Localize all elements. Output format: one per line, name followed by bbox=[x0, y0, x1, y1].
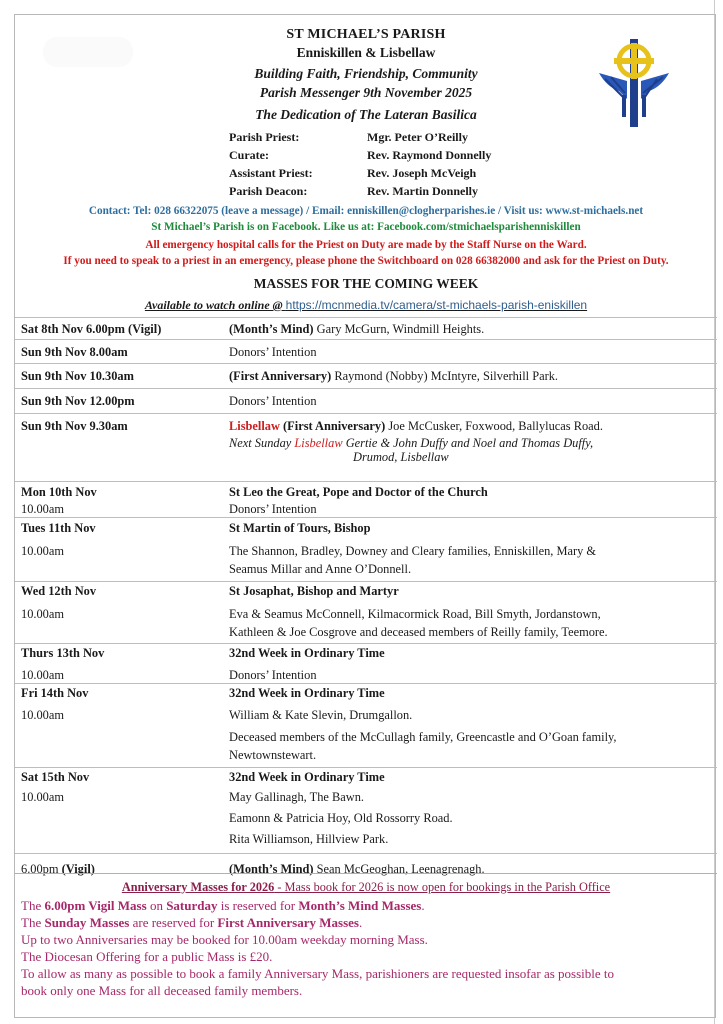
anniversary-masses-section bbox=[15, 873, 717, 1020]
mass-day: Mon 10th Nov bbox=[21, 485, 97, 499]
anniversary-note: book only one Mass for all deceased family members. bbox=[21, 983, 303, 998]
clergy-role: Curate: bbox=[229, 148, 269, 162]
hospital-notice: All emergency hospital calls for the Priest on Duty are made by the Staff Nurse on the Ward. bbox=[145, 239, 587, 251]
mass-time: Sun 9th Nov 9.30am bbox=[21, 419, 128, 433]
feast-day: 32nd Week in Ordinary Time bbox=[229, 686, 385, 700]
feast-day: 32nd Week in Ordinary Time bbox=[229, 770, 385, 784]
mass-time: Sun 9th Nov 12.00pm bbox=[21, 394, 135, 408]
mass-time: 10.00am bbox=[21, 668, 65, 682]
clergy-row bbox=[229, 164, 491, 182]
clergy-list bbox=[229, 128, 491, 200]
feast-day: St Leo the Great, Pope and Doctor of the Church bbox=[229, 485, 488, 499]
anniversary-note: To allow as many as possible to book a family Anniversary Mass, parishioners are requested insofar as possible to bbox=[21, 966, 614, 981]
mass-entry bbox=[15, 581, 717, 644]
clergy-row bbox=[229, 128, 491, 146]
mass-day: Fri 14th Nov bbox=[21, 686, 89, 700]
mass-intention: (Month’s Mind) Sean McGeoghan, Leenagrenagh. bbox=[229, 862, 485, 876]
mass-entry bbox=[15, 339, 717, 364]
next-sunday-note: Next Sunday Lisbellaw Gertie & John Duffy and Noel and Thomas Duffy, bbox=[229, 436, 594, 450]
mass-intention: (First Anniversary) Raymond (Nobby) McIntyre, Silverhill Park. bbox=[229, 369, 559, 383]
clergy-name: Mgr. Peter O’Reilly bbox=[367, 130, 468, 144]
mass-intention: Rita Williamson, Hillview Park. bbox=[229, 832, 389, 846]
clergy-role: Parish Deacon: bbox=[229, 184, 308, 198]
mass-time: 10.00am bbox=[21, 502, 65, 516]
anniversary-note: The Diocesan Offering for a public Mass is £20. bbox=[21, 949, 273, 964]
mass-entry bbox=[15, 413, 717, 480]
mass-entry bbox=[15, 643, 717, 684]
clergy-name: Rev. Joseph McVeigh bbox=[367, 166, 477, 180]
mass-time: Sat 8th Nov 6.00pm (Vigil) bbox=[21, 322, 162, 336]
mass-entry bbox=[15, 517, 717, 582]
clergy-row bbox=[229, 182, 491, 200]
parish-location: Enniskillen & Lisbellaw bbox=[296, 45, 436, 60]
mass-entry bbox=[15, 388, 717, 414]
contact-line: Contact: Tel: 028 66322075 (leave a message) / Email: enniskillen@clogherparishes.ie / Visit us: www.st-michaels.net bbox=[88, 205, 644, 217]
mass-entry bbox=[15, 767, 717, 854]
mass-time: 10.00am bbox=[21, 708, 65, 722]
clergy-role: Parish Priest: bbox=[229, 130, 300, 144]
mass-intention: Eva & Seamus McConnell, Kilmacormick Road, Bill Smyth, Jordanstown, bbox=[229, 607, 601, 621]
watch-online-line bbox=[15, 298, 717, 313]
clergy-name: Rev. Raymond Donnelly bbox=[367, 148, 492, 162]
mass-intention: Kathleen & Joe Cosgrove and deceased members of Reilly family, Teemore. bbox=[229, 625, 608, 639]
mass-intention: The Shannon, Bradley, Downey and Cleary families, Enniskillen, Mary & bbox=[229, 544, 597, 558]
feast-day: St Josaphat, Bishop and Martyr bbox=[229, 584, 399, 598]
mass-intention: May Gallinagh, The Bawn. bbox=[229, 790, 365, 804]
messenger-date: Parish Messenger 9th November 2025 bbox=[259, 85, 473, 100]
mass-intention: Donors’ Intention bbox=[229, 502, 317, 516]
mass-time: 10.00am bbox=[21, 544, 65, 558]
parish-tagline: Building Faith, Friendship, Community bbox=[254, 66, 478, 81]
next-sunday-note-place: Drumod, Lisbellaw bbox=[353, 450, 449, 464]
clergy-name: Rev. Martin Donnelly bbox=[367, 184, 478, 198]
mass-intention: Donors’ Intention bbox=[229, 668, 317, 682]
mass-intention: Newtownstewart. bbox=[229, 748, 317, 762]
mass-intention: Seamus Millar and Anne O’Donnell. bbox=[229, 562, 412, 576]
mass-entry bbox=[15, 853, 717, 874]
facebook-line: St Michael’s Parish is on Facebook. Like us at: Facebook.com/stmichaelsparishenniskillen bbox=[151, 221, 581, 233]
anniversary-heading: Anniversary Masses for 2026 - Mass book for 2026 is now open for bookings in the Parish Office bbox=[121, 880, 611, 894]
emergency-notice: If you need to speak to a priest in an emergency, please phone the Switchboard on 028 66382000 and ask for the Priest on Duty. bbox=[63, 255, 669, 267]
feast-day: 32nd Week in Ordinary Time bbox=[229, 646, 385, 660]
mass-intention: Lisbellaw (First Anniversary) Joe McCusker, Foxwood, Ballylucas Road. bbox=[229, 419, 603, 433]
mass-intention: Donors’ Intention bbox=[229, 394, 317, 408]
mass-intention: (Month’s Mind) Gary McGurn, Windmill Heights. bbox=[229, 322, 485, 336]
watch-online-link[interactable]: https://mcnmedia.tv/camera/st-michaels-parish-eniskillen bbox=[285, 298, 588, 312]
mass-day: Tues 11th Nov bbox=[21, 521, 96, 535]
mass-time: 10.00am bbox=[21, 607, 65, 621]
clergy-role: Assistant Priest: bbox=[229, 166, 313, 180]
anniversary-note: Up to two Anniversaries may be booked for 10.00am weekday morning Mass. bbox=[21, 932, 428, 947]
mass-intention: William & Kate Slevin, Drumgallon. bbox=[229, 708, 413, 722]
feast-day: St Martin of Tours, Bishop bbox=[229, 521, 371, 535]
mass-intention: Donors’ Intention bbox=[229, 345, 317, 359]
mass-time: 10.00am bbox=[21, 790, 65, 804]
masses-heading: MASSES FOR THE COMING WEEK bbox=[253, 276, 479, 291]
mass-intention: Eamonn & Patricia Hoy, Old Rossorry Road. bbox=[229, 811, 453, 825]
mass-entry bbox=[15, 683, 717, 768]
parish-crest-icon bbox=[597, 39, 671, 127]
anniversary-note: The Sunday Masses are reserved for First Anniversary Masses. bbox=[21, 915, 363, 930]
watch-label: Available to watch online @ bbox=[144, 298, 286, 312]
mass-day: Wed 12th Nov bbox=[21, 584, 97, 598]
mass-day: Sat 15th Nov bbox=[21, 770, 90, 784]
parish-title: ST MICHAEL’S PARISH bbox=[286, 27, 446, 42]
anniversary-note: The 6.00pm Vigil Mass on Saturday is reserved for Month’s Mind Masses. bbox=[21, 898, 425, 913]
mass-entry bbox=[15, 317, 717, 340]
parish-bulletin-page bbox=[14, 14, 716, 1018]
mass-entry bbox=[15, 363, 717, 389]
mass-time: Sun 9th Nov 10.30am bbox=[21, 369, 134, 383]
feast-dedication: The Dedication of The Lateran Basilica bbox=[255, 107, 477, 122]
mass-entry bbox=[15, 481, 717, 518]
mass-time: 6.00pm (Vigil) bbox=[21, 862, 95, 876]
mass-time: Sun 9th Nov 8.00am bbox=[21, 345, 128, 359]
clergy-row bbox=[229, 146, 491, 164]
mass-day: Thurs 13th Nov bbox=[21, 646, 105, 660]
mass-intention: Deceased members of the McCullagh family, Greencastle and O’Goan family, bbox=[229, 730, 617, 744]
